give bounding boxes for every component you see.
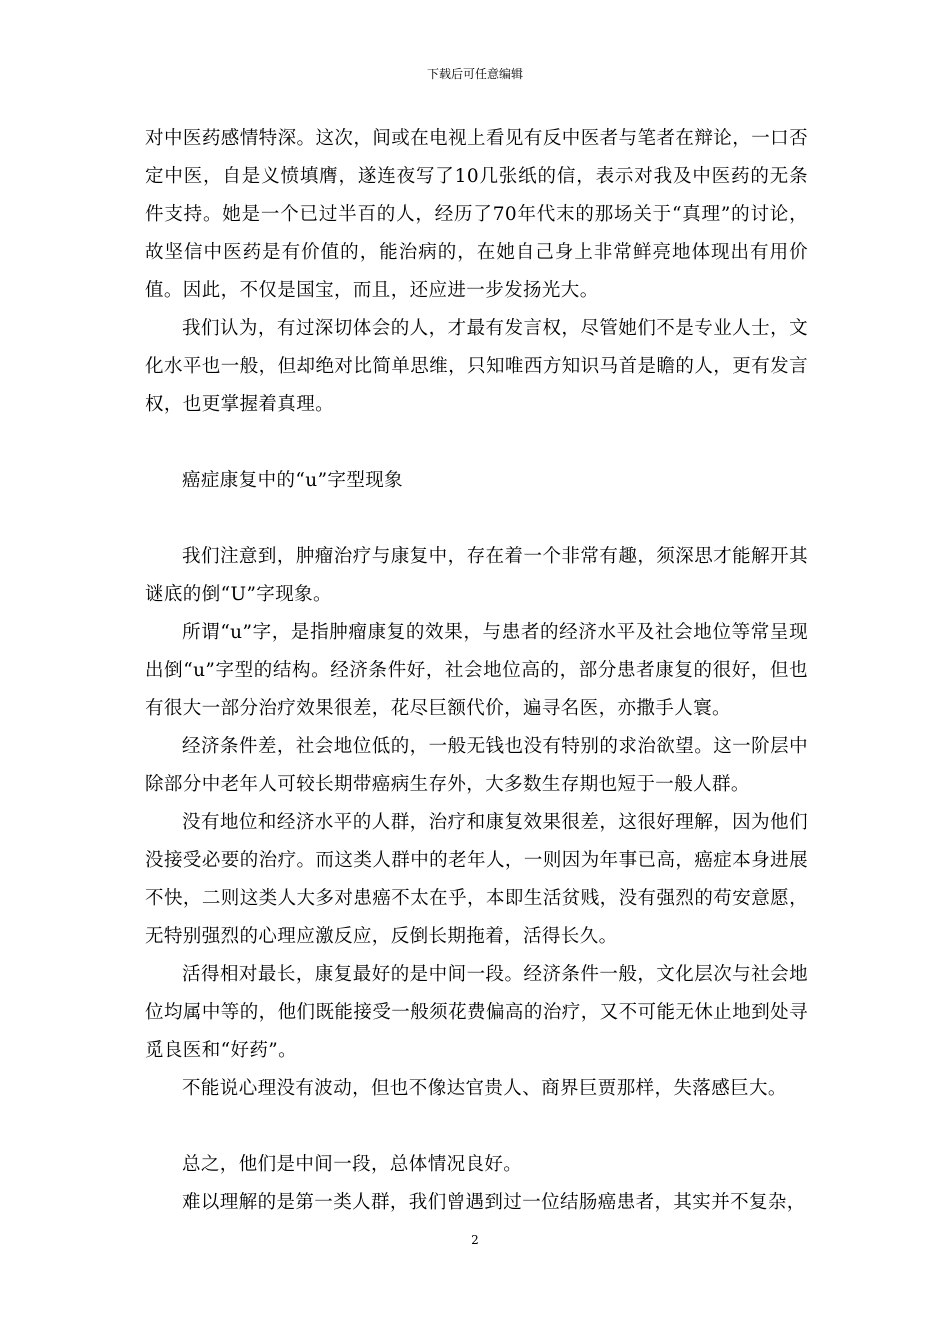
paragraph: 总之，他们是中间一段，总体情况良好。 [182,1154,523,1175]
paragraph: 经济条件差，社会地位低的，一般无钱也没有特别的求治欲望。这一阶层中除部分中老年人可较长期带癌病生存外，大多数生存期也短于一般人群。 [145,736,808,795]
paragraph-continuation: 对中医药感情特深。这次，间或在电视上看见有反中医者与笔者在辩论，一口否定中医，自是义愤填膺，遂连夜写了10几张纸的信，表示对我及中医药的无条件支持。她是一个已过半百的人，经历了70年代末的那场关于“真理”的讨论，故坚信中医药是有价值的，能治病的，在她自己身上非常鲜亮地体现出有用价值。因此，不仅是国宝，而且，还应进一步发扬光大。 [145,128,808,301]
blank-line [145,1108,808,1146]
paragraph: 活得相对最长，康复最好的是中间一段。经济条件一般，文化层次与社会地位均属中等的，他们既能接受一般须花费偏高的治疗，又不可能无休止地到处寻觅良医和“好药”。 [145,964,808,1061]
blank-line [145,500,808,538]
paragraph: 我们注意到，肿瘤治疗与康复中，存在着一个非常有趣，须深思才能解开其谜底的倒“U”字现象。 [145,546,808,605]
document-body [145,120,808,1222]
paragraph: 没有地位和经济水平的人群，治疗和康复效果很差，这很好理解，因为他们没接受必要的治疗。而这类人群中的老年人，一则因为年事已高，癌症本身进展不快，二则这类人大多对患癌不太在乎，本即生活贫贱，没有强烈的苟安意愿，无特别强烈的心理应激反应，反倒长期拖着，活得长久。 [145,812,808,947]
paragraph: 不能说心理没有波动，但也不像达官贵人、商界巨贾那样，失落感巨大。 [182,1078,787,1099]
page-header: 下载后可任意编辑 [426,67,523,81]
paragraph: 我们认为，有过深切体会的人，才最有发言权，尽管她们不是专业人士，文化水平也一般，但却绝对比简单思维，只知唯西方知识马首是瞻的人，更有发言权，也更掌握着真理。 [145,318,808,415]
section-heading: 癌症康复中的“u”字型现象 [182,470,404,491]
paragraph: 所谓“u”字，是指肿瘤康复的效果，与患者的经济水平及社会地位等常呈现出倒“u”字型的结构。经济条件好，社会地位高的，部分患者康复的很好，但也有很大一部分治疗效果很差，花尽巨额代价，遍寻名医，亦撒手人寰。 [145,622,808,719]
blank-line [145,424,808,462]
page-number: 2 [471,1233,479,1247]
paragraph: 难以理解的是第一类人群，我们曾遇到过一位结肠癌患者，其实并不复杂， [182,1192,806,1213]
